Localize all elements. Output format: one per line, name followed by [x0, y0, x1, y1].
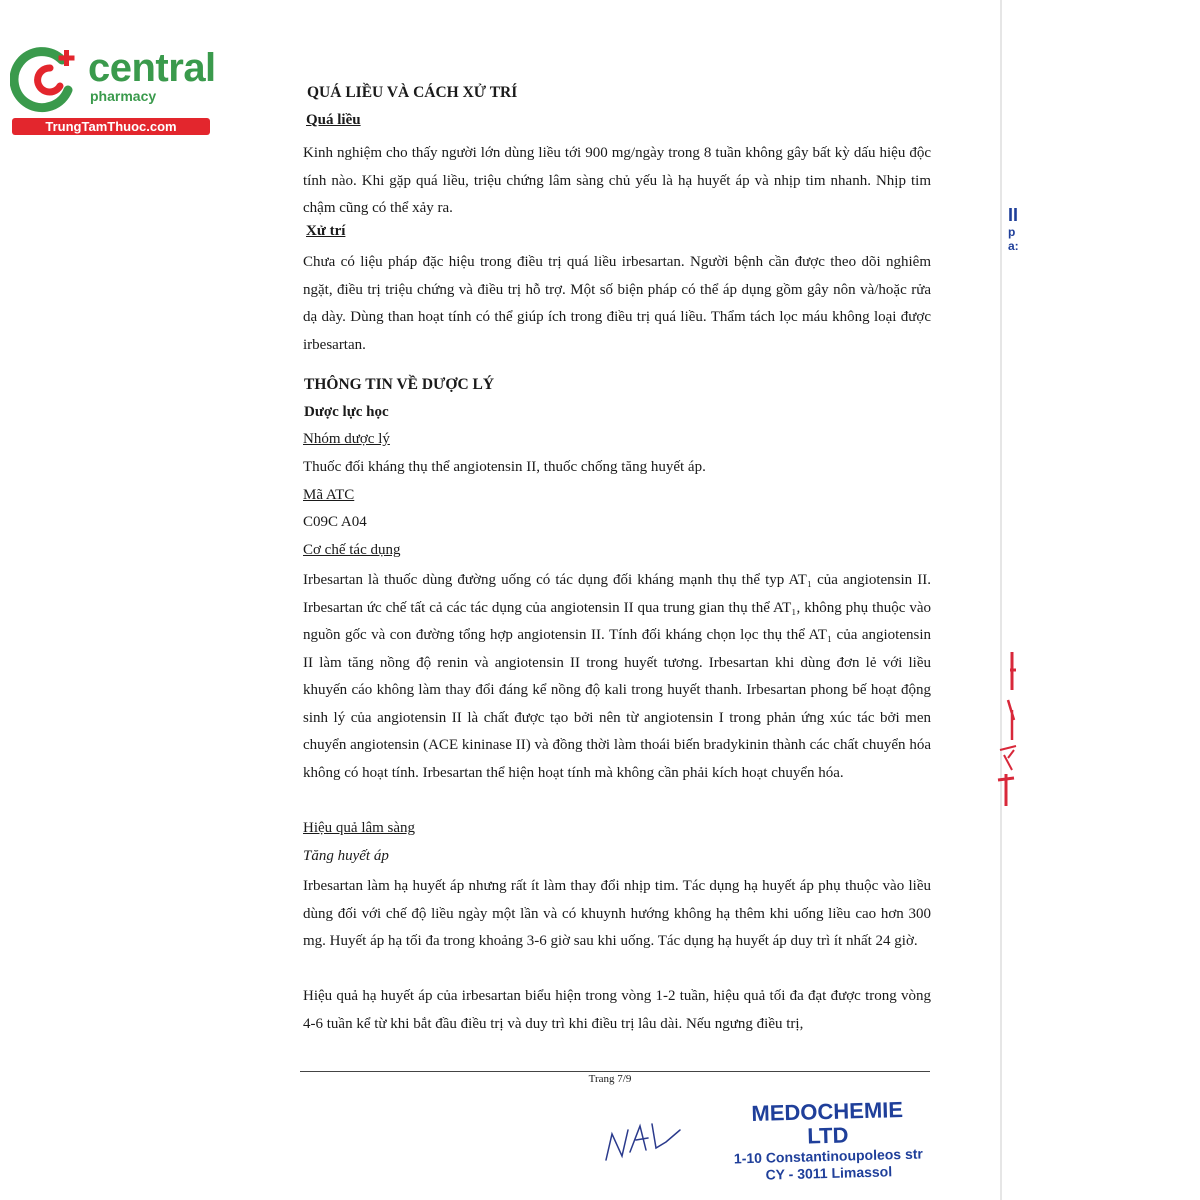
logo-site-banner: TrungTamThuoc.com	[12, 118, 210, 135]
paragraph-treatment: Chưa có liệu pháp đặc hiệu trong điều trị quá liều irbesartan. Người bệnh cần được theo dõi nghiêm ngặt, điều trị triệu chứng và điều trị hỗ trợ. Một số biện pháp có thể áp dụng gồm gây nôn và/hoặc rửa dạ dày. Dùng than hoạt tính có thể giúp ích trong điều trị quá liều. Thẩm tách lọc máu không loại được irbesartan.	[303, 254, 931, 353]
stamp-address-line-2: CY - 3011 Limassol	[765, 1163, 893, 1183]
page-number: Trang 7/9	[588, 1073, 632, 1085]
edge-fragment-3: a:	[1008, 239, 1019, 253]
label-clinical-efficacy: Hiệu quả lâm sàng	[303, 820, 416, 836]
logo-mark-icon	[10, 38, 90, 118]
label-atc: Mã ATC	[303, 487, 355, 503]
subheading-overdose: Quá liều	[306, 112, 361, 128]
paragraph-hypertension-2: Hiệu quả hạ huyết áp của irbesartan biểu hiện trong vòng 1-2 tuần, hiệu quả tối đa đạt được trong vòng 4-6 tuần kể từ khi bắt đầu điều trị và duy trì khi điều trị lâu dài. Nếu ngưng điều trị,	[303, 988, 931, 1032]
logo-subtitle: pharmacy	[90, 88, 157, 104]
label-mechanism: Cơ chế tác dụng	[303, 542, 401, 558]
text-atc-code: C09C A04	[303, 514, 367, 530]
subheading-treatment: Xử trí	[306, 223, 346, 239]
section-title-pharmacology: THÔNG TIN VỀ DƯỢC LÝ	[304, 376, 495, 393]
red-stamp-marks-icon	[990, 650, 1020, 810]
edge-fragment-text	[1008, 205, 1019, 253]
text-drug-group: Thuốc đối kháng thụ thể angiotensin II, thuốc chống tăng huyết áp.	[303, 459, 706, 475]
label-drug-group: Nhóm dược lý	[303, 431, 390, 447]
paragraph-hypertension-1: Irbesartan làm hạ huyết áp nhưng rất ít làm thay đổi nhịp tim. Tác dụng hạ huyết áp phụ thuộc vào liều dùng đối với chế độ liều ngày một lần và có khuynh hướng không hạ thêm khi uống liều cao hơn 300 mg. Huyết áp hạ tối đa trong khoảng 3-6 giờ sau khi uống. Tác dụng hạ huyết áp duy trì ít nhất 24 giờ.	[303, 878, 931, 949]
edge-fragment-1: II	[1008, 205, 1019, 225]
paragraph-mechanism: Irbesartan là thuốc dùng đường uống có tác dụng đối kháng mạnh thụ thể typ AT₁ của angiotensin II. Irbesartan ức chế tất cả các tác dụng của angiotensin II qua trung gian thụ thể AT₁, không phụ thuộc vào nguồn gốc và con đường tổng hợp angiotensin II. Tính đối kháng chọn lọc thụ thể AT₁ của angiotensin II làm tăng nồng độ renin và angiotensin II trong huyết tương. Irbesartan khi dùng đơn lẻ với liều khuyến cáo không làm thay đổi đáng kể nồng độ kali trong huyết thanh. Irbesartan phong bế hoạt động sinh lý của angiotensin II là chất được tạo bởi nên từ angiotensin I trong phản ứng xúc tác bởi men chuyển angiotensin (ACE kininase II) và đồng thời làm thoái biến bradykinin thành các chất chuyển hóa không có hoạt tính. Irbesartan thể hiện hoạt tính mà không cần phải kích hoạt chuyển hóa.	[303, 572, 931, 781]
subheading-pharmacodynamics: Dược lực học	[304, 404, 389, 420]
label-hypertension: Tăng huyết áp	[303, 848, 389, 864]
stamp-company-name: MEDOCHEMIE LTD	[751, 1097, 904, 1149]
signature-icon	[600, 1112, 690, 1167]
logo-wordmark: central	[88, 46, 216, 90]
stamp-address-line-1: 1-10 Constantinoupoleos str	[733, 1145, 924, 1167]
edge-fragment-2: p	[1008, 225, 1016, 239]
company-stamp	[732, 1098, 924, 1185]
footer-divider	[300, 1071, 930, 1072]
section-title-overdose: QUÁ LIỀU VÀ CÁCH XỬ TRÍ	[307, 84, 518, 101]
paragraph-overdose: Kinh nghiệm cho thấy người lớn dùng liều tới 900 mg/ngày trong 8 tuần không gây bất kỳ dấu hiệu độc tính nào. Khi gặp quá liều, triệu chứng lâm sàng chủ yếu là hạ huyết áp và nhịp tim nhanh. Nhịp tim chậm cũng có thể xảy ra.	[303, 145, 931, 216]
page-edge	[1000, 0, 1002, 1200]
